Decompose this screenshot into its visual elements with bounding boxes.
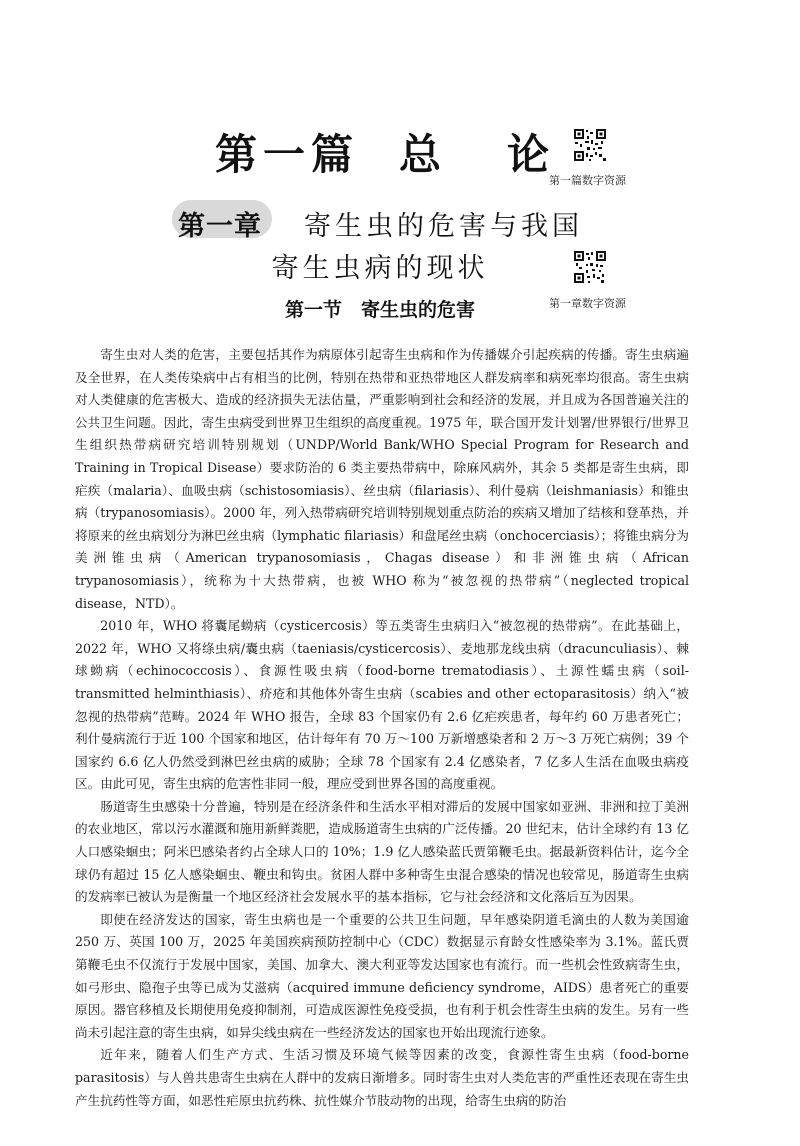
part-qr-code-icon[interactable] [573, 128, 607, 162]
paragraph: 2010 年，WHO 将囊尾蚴病（cysticercosis）等五类寄生虫病归入“被忽视的热带病”。在此基础上，2022 年，WHO 又将绦虫病/囊虫病（taeniasis/cysticercosis）、麦地那龙线虫病（dracunculiasis）、棘球蚴病（echinococcosis）、食源性吸虫病（food-borne trematodiasis）、土源性蠕虫病（soil-transmitted helminthiasis）、疥疮和其他体外寄生虫病（scabies and other ectoparasitosis）纳入“被忽视的热带病”范畴。2024 年 WHO 报告，全球 83 个国家仍有 2.6 亿疟疾患者，每年约 60 万患者死亡；利什曼病流行于近 100 个国家和地区，估计每年有 70 万～100 万新增感染者和 2 万～3 万死亡病例；39 个国家约 6.6 亿人仍然受到淋巴丝虫病的威胁；全球 78 个国家有 2.4 亿感染者，7 亿多人生活在血吸虫病疫区。由此可见，寄生虫病的危害性非同一般，理应受到世界各国的高度重视。 [75, 618, 689, 792]
paragraph: 近年来，随着人们生产方式、生活习惯及环境气候等因素的改变，食源性寄生虫病（food-borne parasitosis）与人兽共患寄生虫病在人群中的发病日渐增多。同时寄生虫对人类危害的严重性还表现在寄生虫产生抗药性等方面，如恶性疟原虫抗药株、抗性媒介节肢动物的出现，给寄生虫病的防治 [75, 1047, 689, 1108]
section-title: 第一节 寄生虫的危害 [284, 299, 475, 321]
part-title-word-1: 总 [398, 130, 447, 179]
chapter-digital-resource-label: 第一章数字资源 [549, 297, 626, 310]
chapter-number: 第一章 [178, 211, 262, 242]
part-title-number: 第一篇 [214, 130, 359, 179]
paragraph: 寄生虫对人类的危害，主要包括其作为病原体引起寄生虫病和作为传播媒介引起疾病的传播。寄生虫病遍及全世界，在人类传染病中占有相当的比例，特别在热带和亚热带地区人群发病率和病死率均很高。寄生虫病对人类健康的危害极大、造成的经济损失无法估量，严重影响到社会和经济的发展，并且成为各国普遍关注的公共卫生问题。因此，寄生虫病受到世界卫生组织的高度重视。1975 年，联合国开发计划署/世界银行/世界卫生组织热带病研究培训特别规划（UNDP/World Bank/WHO Special Program for Research and Training in Tropical Disease）要求防治的 6 类主要热带病中，除麻风病外，其余 5 类都是寄生虫病，即疟疾（malaria）、血吸虫病（schistosomiasis）、丝虫病（filariasis）、利什曼病（leishmaniasis）和锥虫病（trypanosomiasis）。2000 年，列入热带病研究培训特别规划重点防治的疾病又增加了结核和登革热，并将原来的丝虫病划分为淋巴丝虫病（lymphatic filariasis）和盘尾丝虫病（onchocerciasis）；将锥虫病分为美洲锥虫病（American trypanosomiasis，Chagas disease）和非洲锥虫病（African trypanosomiasis），统称为十大热带病，也被 WHO 称为“被忽视的热带病”（neglected tropical disease，NTD）。 [75, 347, 689, 611]
chapter-title-line-2: 寄生虫病的现状 [271, 253, 489, 284]
part-digital-resource-label: 第一篇数字资源 [549, 174, 626, 187]
body-text [75, 344, 689, 1112]
chapter-title-line-1: 寄生虫的危害与我国 [304, 211, 583, 242]
chapter-qr-code-icon[interactable] [573, 250, 607, 284]
chapter-heading [0, 200, 800, 240]
part-title [0, 122, 770, 182]
paragraph: 即使在经济发达的国家，寄生虫病也是一个重要的公共卫生问题，早年感染阴道毛滴虫的人数为美国逾 250 万、英国 100 万，2025 年美国疾病预防控制中心（CDC）数据显示育龄女性感染率为 3.1%。蓝氏贾第鞭毛虫不仅流行于发展中国家，美国、加拿大、澳大利亚等发达国家也有流行。而一些机会性致病寄生虫，如弓形虫、隐孢子虫等已成为艾滋病（acquired immune deficiency syndrome，AIDS）患者死亡的重要原因。器官移植及长期使用免疫抑制剂，可造成医源性免疫受损，也有利于机会性寄生虫病的发生。另有一些尚未引起注意的寄生虫病，如异尖线虫病在一些经济发达的国家也开始出现流行迹象。 [75, 911, 689, 1040]
paragraph: 肠道寄生虫感染十分普遍，特别是在经济条件和生活水平相对滞后的发展中国家如亚洲、非洲和拉丁美洲的农业地区，常以污水灌溉和施用新鲜粪肥，造成肠道寄生虫病的广泛传播。20 世纪末，估计全球约有 13 亿人口感染蛔虫；阿米巴感染者约占全球人口的 10%；1.9 亿人感染蓝氏贾第鞭毛虫。据最新资料估计，迄今全球仍有超过 15 亿人感染蛔虫、鞭虫和钩虫。贫困人群中多种寄生虫混合感染的情况也较常见，肠道寄生虫病的发病率已被认为是衡量一个地区经济社会发展水平的基本指标，它与社会经济和文化落后互为因果。 [75, 798, 689, 905]
part-title-word-2: 论 [507, 130, 556, 179]
